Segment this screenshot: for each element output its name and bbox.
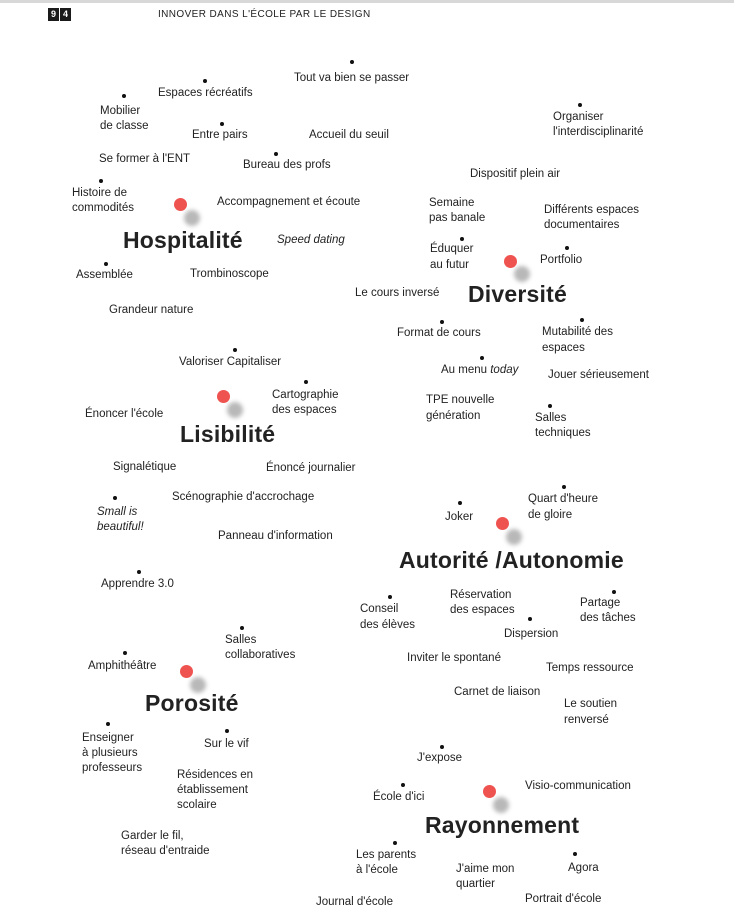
- keyword-signaletique: Signalétique: [113, 461, 177, 473]
- keyword-au-menu-text: Au menu: [441, 364, 488, 376]
- keyword-jaime-line1: J'aime mon: [456, 863, 515, 875]
- cluster-title-lisibilite: Lisibilité: [180, 421, 276, 447]
- bullet-dot: [304, 380, 308, 384]
- keyword-semaine-line2: pas banale: [429, 212, 486, 224]
- cluster-title-porosite: Porosité: [145, 690, 239, 716]
- keyword-differents-line1: Différents espaces: [544, 204, 640, 216]
- cluster-marker-shadow: [514, 266, 530, 282]
- keyword-conseil-line1: Conseil: [360, 603, 399, 615]
- keyword-parents-line2: à l'école: [356, 864, 398, 876]
- cluster-title-rayonnement: Rayonnement: [425, 812, 580, 838]
- bullet-dot: [548, 404, 552, 408]
- keyword-soutien-line2: renversé: [564, 714, 609, 726]
- cluster-title-autorite: Autorité /Autonomie: [399, 547, 624, 573]
- keyword-jexpose: J'expose: [417, 752, 463, 764]
- keyword-parents-line1: Les parents: [356, 849, 417, 861]
- keyword-portrait: Portrait d'école: [525, 893, 602, 905]
- page-number-digit: 4: [60, 8, 71, 21]
- keyword-enseigner-line1: Enseigner: [82, 732, 134, 744]
- keyword-differents-line2: documentaires: [544, 219, 620, 231]
- cluster-marker-shadow: [506, 529, 522, 545]
- keyword-amphitheatre: Amphithéâtre: [88, 660, 157, 672]
- bullet-dot: [137, 570, 141, 574]
- bullet-dot: [612, 590, 616, 594]
- keyword-garder-line2: réseau d'entraide: [121, 845, 210, 857]
- keyword-salles-tech-line2: techniques: [535, 427, 591, 439]
- keyword-au-menu: [441, 363, 518, 378]
- keyword-conseil-line2: des élèves: [360, 619, 415, 631]
- keyword-entre-pairs: Entre pairs: [192, 129, 248, 141]
- top-rule: [0, 0, 734, 3]
- running-header: INNOVER DANS L'ÉCOLE PAR LE DESIGN: [158, 9, 371, 20]
- keyword-mutabilite-line2: espaces: [542, 342, 585, 354]
- cluster-title-diversite: Diversité: [468, 281, 567, 307]
- keyword-today: today: [490, 364, 519, 376]
- bullet-dot: [122, 94, 126, 98]
- keyword-grandeur-nature: Grandeur nature: [109, 304, 194, 316]
- keyword-quart-line1: Quart d'heure: [528, 493, 598, 505]
- keyword-enonce-journalier: Énoncé journalier: [266, 462, 356, 474]
- keyword-enoncer: Énoncer l'école: [85, 408, 164, 420]
- keyword-temps-ressource: Temps ressource: [546, 662, 634, 674]
- keyword-carnet: Carnet de liaison: [454, 686, 541, 698]
- keyword-accompagnement: Accompagnement et écoute: [217, 196, 361, 208]
- keyword-small-line2: beautiful!: [97, 521, 144, 533]
- keyword-organiser-line2: l'interdisciplinarité: [553, 126, 644, 138]
- bullet-dot: [225, 729, 229, 733]
- bullet-dot: [480, 356, 484, 360]
- keyword-assemblee: Assemblée: [76, 269, 133, 281]
- keyword-enseigner-line2: à plusieurs: [82, 747, 138, 759]
- bullet-dot: [106, 722, 110, 726]
- keyword-tpe-line1: TPE nouvelle: [426, 394, 495, 406]
- keyword-dispersion: Dispersion: [504, 628, 559, 640]
- keyword-panneau: Panneau d'information: [218, 530, 333, 542]
- page-number-digit: 9: [48, 8, 59, 21]
- bullet-dot: [565, 246, 569, 250]
- bullet-dot: [388, 595, 392, 599]
- keyword-apprendre: Apprendre 3.0: [101, 578, 174, 590]
- keyword-bureau-profs: Bureau des profs: [243, 159, 331, 171]
- keyword-salles-collab-line2: collaboratives: [225, 649, 296, 661]
- bullet-dot: [573, 852, 577, 856]
- keyword-espaces-recreatifs: Espaces récréatifs: [158, 87, 253, 99]
- keyword-organiser-line1: Organiser: [553, 111, 604, 123]
- cluster-title-hospitalite: Hospitalité: [123, 227, 243, 253]
- keyword-ecole-ici: École d'ici: [373, 791, 425, 803]
- keyword-inviter: Inviter le spontané: [407, 652, 501, 664]
- bullet-dot: [440, 745, 444, 749]
- keyword-garder-line1: Garder le fil,: [121, 830, 184, 842]
- keyword-cours-inverse: Le cours inversé: [355, 287, 440, 299]
- bullet-dot: [562, 485, 566, 489]
- cluster-marker-dot: [496, 517, 509, 530]
- keyword-residences-line3: scolaire: [177, 799, 217, 811]
- keyword-jouer: Jouer sérieusement: [548, 369, 649, 381]
- keyword-partage-line1: Partage: [580, 597, 621, 609]
- keyword-valoriser: Valoriser Capitaliser: [179, 356, 282, 368]
- bullet-dot: [528, 617, 532, 621]
- keyword-salles-tech-line1: Salles: [535, 412, 567, 424]
- keyword-quart-line2: de gloire: [528, 509, 573, 521]
- keyword-se-former: Se former à l'ENT: [99, 153, 191, 165]
- bullet-dot: [123, 651, 127, 655]
- bullet-dot: [460, 237, 464, 241]
- keyword-histoire-line2: commodités: [72, 202, 134, 214]
- keyword-enseigner-line3: professeurs: [82, 762, 143, 774]
- cluster-marker-dot: [174, 198, 187, 211]
- bullet-dot: [578, 103, 582, 107]
- keyword-cartographie-line1: Cartographie: [272, 389, 339, 401]
- bullet-dot: [220, 122, 224, 126]
- keyword-reservation-line2: des espaces: [450, 604, 515, 616]
- cluster-marker-shadow: [493, 797, 509, 813]
- keyword-partage-line2: des tâches: [580, 612, 636, 624]
- keyword-mutabilite-line1: Mutabilité des: [542, 326, 613, 338]
- keyword-cartographie-line2: des espaces: [272, 404, 337, 416]
- keyword-salles-collab-line1: Salles: [225, 634, 257, 646]
- keyword-sur-le-vif: Sur le vif: [204, 738, 249, 750]
- cluster-marker-shadow: [184, 210, 200, 226]
- keyword-eduquer-line1: Éduquer: [430, 243, 474, 255]
- keyword-trombinoscope: Trombinoscope: [190, 268, 269, 280]
- keyword-jaime-line2: quartier: [456, 878, 495, 890]
- bullet-dot: [401, 783, 405, 787]
- cluster-marker-shadow: [227, 402, 243, 418]
- bullet-dot: [233, 348, 237, 352]
- cluster-marker-dot: [180, 665, 193, 678]
- keyword-visio: Visio-communication: [525, 780, 631, 792]
- keyword-histoire-line1: Histoire de: [72, 187, 127, 199]
- bullet-dot: [274, 152, 278, 156]
- keyword-mobilier-line2: de classe: [100, 120, 149, 132]
- keyword-semaine-line1: Semaine: [429, 197, 475, 209]
- cluster-marker-dot: [483, 785, 496, 798]
- keyword-format-cours: Format de cours: [397, 327, 481, 339]
- keyword-eduquer-line2: au futur: [430, 259, 469, 271]
- keyword-speed-dating: Speed dating: [277, 234, 345, 246]
- keyword-plein-air: Dispositif plein air: [470, 168, 561, 180]
- keyword-tpe-line2: génération: [426, 410, 481, 422]
- bullet-dot: [113, 496, 117, 500]
- keyword-soutien-line1: Le soutien: [564, 698, 618, 710]
- keyword-scenographie: Scénographie d'accrochage: [172, 491, 315, 503]
- keyword-small-line1: Small is: [97, 506, 138, 518]
- bullet-dot: [393, 841, 397, 845]
- cluster-marker-dot: [217, 390, 230, 403]
- keyword-joker: Joker: [445, 511, 474, 523]
- keyword-accueil-seuil: Accueil du seuil: [309, 129, 389, 141]
- bullet-dot: [203, 79, 207, 83]
- keyword-agora: Agora: [568, 862, 599, 874]
- bullet-dot: [350, 60, 354, 64]
- bullet-dot: [104, 262, 108, 266]
- bullet-dot: [458, 501, 462, 505]
- keyword-reservation-line1: Réservation: [450, 589, 512, 601]
- cluster-marker-dot: [504, 255, 517, 268]
- keyword-tout-va-bien: Tout va bien se passer: [294, 72, 410, 84]
- bullet-dot: [240, 626, 244, 630]
- bullet-dot: [99, 179, 103, 183]
- bullet-dot: [580, 318, 584, 322]
- keyword-residences-line1: Résidences en: [177, 769, 254, 781]
- bullet-dot: [440, 320, 444, 324]
- keyword-portfolio: Portfolio: [540, 254, 583, 266]
- keyword-mobilier-line1: Mobilier: [100, 105, 141, 117]
- keyword-journal: Journal d'école: [316, 896, 393, 908]
- keyword-residences-line2: établissement: [177, 784, 248, 796]
